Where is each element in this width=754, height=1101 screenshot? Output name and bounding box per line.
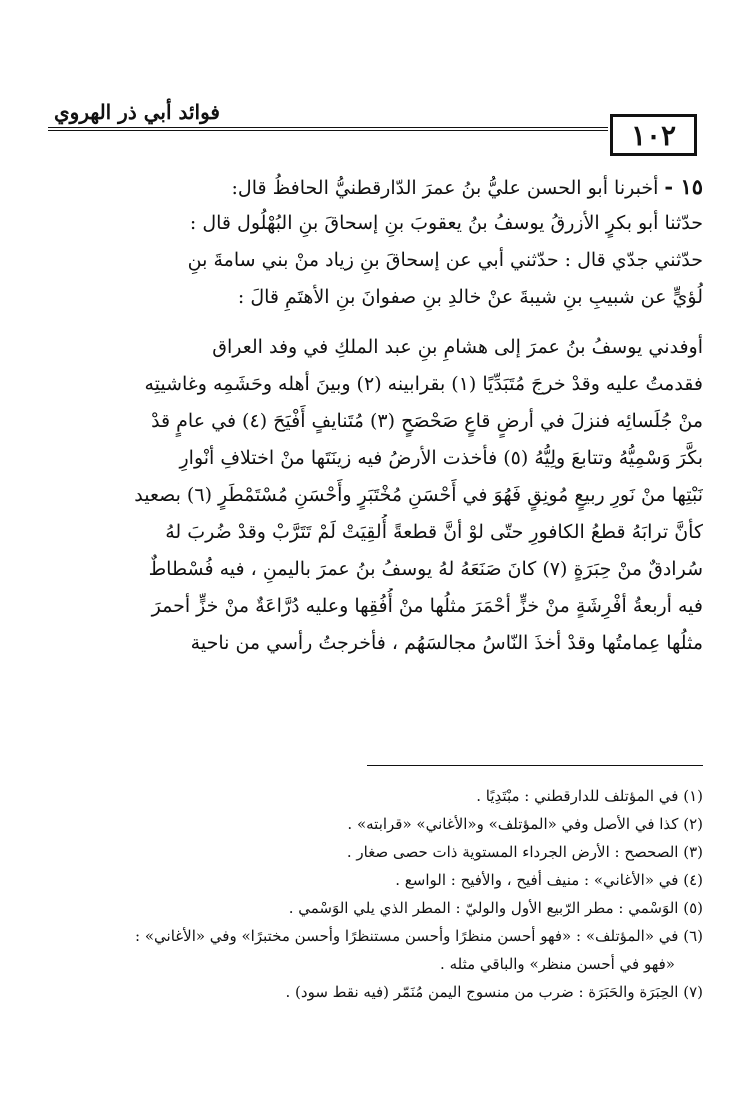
footnote: (١) في المؤتلف للدارقطني : مبْتَدِيًا . bbox=[476, 787, 703, 805]
page-number: ١٠٢ bbox=[630, 118, 677, 152]
footnote: (٤) في «الأغاني» : منيف أفيح ، والأفيح : الواسع . bbox=[395, 871, 703, 889]
paragraph-gap bbox=[48, 316, 703, 329]
body-line bbox=[48, 168, 703, 205]
footnote: (٣) الصحصح : الأرض الجرداء المستوية ذات حصى صغار . bbox=[346, 843, 703, 861]
footnote: (٧) الحِبَرَة والحَبَرَة : ضرب من منسوج اليمن مُنَمّر (فيه نقط سود) . bbox=[285, 983, 703, 1001]
page-number-box bbox=[610, 114, 697, 156]
running-title: فوائد أبي ذر الهروي bbox=[54, 100, 220, 124]
footnote: (٦) في «المؤتلف» : «فهو أحسن منظرًا وأحسن مستنظرًا وأحسن مختبرًا» وفي «الأغاني» : bbox=[135, 927, 703, 945]
footnote-continuation: «فهو في أحسن منظر» والباقي مثله . bbox=[440, 955, 675, 973]
body-line: فيه أربعةُ أفْرِشَةٍ منْ خزٍّ أحْمَرَ مثلُها منْ أُفُقِها وعليه دُرَّاعَةٌ منْ خزٍّ أحمرَ bbox=[151, 595, 703, 617]
footnote: (٥) الوَسْمي : مطر الرّبيع الأول والوليّ : المطر الذي يلي الوَسْمي . bbox=[288, 899, 703, 917]
footnote-separator bbox=[367, 765, 703, 766]
body-line: لُؤيٍّ عن شبيبِ بنِ شيبةَ عنْ خالدِ بنِ صفوانَ بنِ الأهتَمِ قالَ : bbox=[237, 286, 703, 308]
body-text bbox=[48, 168, 703, 662]
body-line: نَبْتِها منْ نَورِ ربيعٍ مُونِقٍ فَهُوَ في أَحْسَنِ مُخْتَبَرٍ وأَحْسَنِ مُسْتَمْطَرٍ (٦) بصعيد bbox=[134, 484, 703, 506]
body-line: أوفدني يوسفُ بنُ عمرَ إلى هشامِ بنِ عبد الملكِ في وفد العراق bbox=[212, 336, 703, 358]
body-line: حدّثنا أبو بكرٍ الأزرقُ يوسفُ بنُ يعقوبَ بنِ إسحاقَ بنِ البُهْلُول قال : bbox=[189, 212, 703, 234]
footnotes bbox=[48, 782, 703, 1006]
body-line-text: أخبرنا أبو الحسن عليُّ بنُ عمرَ الدّارقطنيُّ الحافظُ قال: bbox=[231, 177, 659, 199]
body-line: منْ جُلَسائِه فنزلَ في أرضٍ قاعٍ صَحْصَحٍ (٣) مُتَنايفٍ أَفْيَحَ (٤) في عامٍ قدْ bbox=[151, 410, 703, 432]
body-line: مثلُها عِمامتُها وقدْ أخذَ النّاسُ مجالسَهُم ، فأخرجتُ رأسي من ناحية bbox=[190, 632, 703, 654]
body-line: حدّثني جدّي قال : حدّثني أبي عن إسحاقَ بنِ زياد منْ بني سامةَ بنِ bbox=[187, 249, 703, 271]
body-line: كأنَّ ترابَهُ قطعُ الكافورِ حتّى لوْ أنَّ قطعةً أُلقِيَتْ لَمْ تَتَرَّبْ وقدْ ضُربَ لهُ bbox=[165, 521, 703, 543]
body-line: فقدمتُ عليه وقدْ خرجَ مُتَبَدِّيًا (١) بقرابينه (٢) وبينَ أهله وحَشَمِه وغاشيتِه bbox=[144, 373, 703, 395]
body-line: سُرادقٌ منْ حِبَرَةٍ (٧) كانَ صَنَعَهُ لهُ يوسفُ بنُ عمرَ باليمنِ ، فيه فُسْطاطٌ bbox=[148, 558, 703, 580]
body-line: بكَّرَ وَسْمِيُّهُ وتتابعَ ولِيُّهُ (٥) فأخذت الأرضُ فيه زينَتَها منْ اختلافِ أنْوارِ bbox=[179, 447, 703, 469]
header-rule bbox=[48, 127, 608, 131]
footnote: (٢) كذا في الأصل وفي «المؤتلف» و«الأغاني» «قرابته» . bbox=[347, 815, 703, 833]
hadith-number: ١٥ - bbox=[664, 174, 703, 199]
